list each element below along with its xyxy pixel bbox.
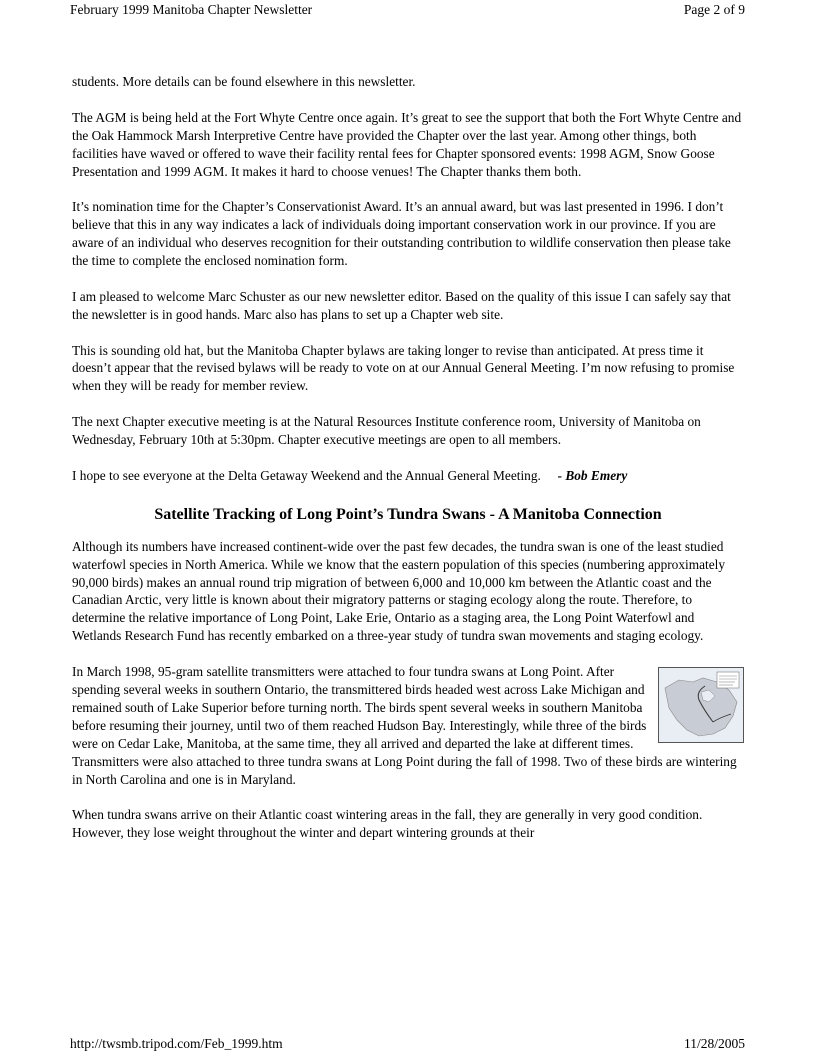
- article-paragraph: When tundra swans arrive on their Atlantic coast wintering areas in the fall, they are generally in very good condition. However, they lose weight throughout the winter and depart wintering grounds at their: [72, 807, 703, 841]
- paragraph: The AGM is being held at the Fort Whyte Centre once again. It’s great to see the support that both the Fort Whyte Centre and the Oak Hammock Marsh Interpretive Centre have provided the Chapter over the last year. Among other things, both facilities have waved or offered to wave their facility rental fees for Chapter sponsored events: 1998 AGM, Snow Goose Presentation and 1999 AGM. It makes it hard to choose venues! The Chapter thanks them both.: [72, 109, 742, 179]
- page-number: Page 2 of 9: [683, 2, 745, 17]
- closing-paragraph: [72, 467, 744, 485]
- article-paragraph-with-figure: [72, 663, 744, 788]
- page-content: [72, 73, 744, 860]
- paragraph: I am pleased to welcome Marc Schuster as our new newsletter editor. Based on the quality of this issue I can safely say that the newsletter is in good hands. Marc also has plans to set up a Chapter web site.: [72, 288, 731, 322]
- paragraph: This is sounding old hat, but the Manitoba Chapter bylaws are taking longer to revise than anticipated. At press time it doesn’t appear that the revised bylaws will be ready to vote on at our Annual General Meeting. I’m now refusing to promise when they will be ready for member review.: [72, 342, 735, 394]
- migration-map-icon: [658, 667, 744, 743]
- signature: - Bob Emery: [557, 467, 628, 483]
- closing-text: I hope to see everyone at the Delta Getaway Weekend and the Annual General Meeting.: [72, 467, 541, 483]
- paragraph: It’s nomination time for the Chapter’s Conservationist Award. It’s an annual award, but was last presented in 1996. I don’t believe that this in any way indicates a lack of individuals doing important conservation work in our province. If you are aware of an individual who deserves recognition for their outstanding contribution to wildlife conservation then please take the time to complete the enclosed nomination form.: [72, 199, 731, 269]
- article-title: Satellite Tracking of Long Point’s Tundra Swans - A Manitoba Connection: [154, 505, 662, 523]
- article-text: In March 1998, 95-gram satellite transmitters were attached to four tundra swans at Long Point. After spending several weeks in southern Ontario, the transmittered birds headed west across Lake Michigan and remained south of Lake Superior before turning north. The birds spent several weeks in southern Manitoba before resuming their journey, until two of them reached Hudson Bay. Interestingly, while three of the birds were on Cedar Lake, Manitoba, at the same time, they all arrived and departed the lake at different times. Transmitters were also attached to three tundra swans at Long Point during the fall of 1998. Two of these birds are wintering in North Carolina and one is in Maryland.: [72, 664, 737, 787]
- footer-date: 11/28/2005: [683, 1036, 745, 1051]
- header-title: February 1999 Manitoba Chapter Newsletter: [70, 2, 313, 17]
- article-paragraph: Although its numbers have increased continent-wide over the past few decades, the tundra swan is one of the least studied waterfowl species in North America. While we know that the eastern population of this species (numbering approximately 90,000 birds) makes an annual round trip migration of between 6,000 and 10,000 km between the Atlantic coast and the Canadian Arctic, very little is known about their migratory patterns or staging ecology along the route. Therefore, to determine the relative importance of Long Point, Lake Erie, Ontario as a staging area, the Long Point Waterfowl and Wetlands Research Fund has recently embarked on a three-year study of tundra swan movements and staging ecology.: [72, 538, 726, 644]
- paragraph: The next Chapter executive meeting is at the Natural Resources Institute conference room, University of Manitoba on Wednesday, February 10th at 5:30pm. Chapter executive meetings are open to all members.: [72, 414, 701, 448]
- paragraph: students. More details can be found elsewhere in this newsletter.: [72, 74, 416, 89]
- footer-url: http://twsmb.tripod.com/Feb_1999.htm: [70, 1036, 283, 1051]
